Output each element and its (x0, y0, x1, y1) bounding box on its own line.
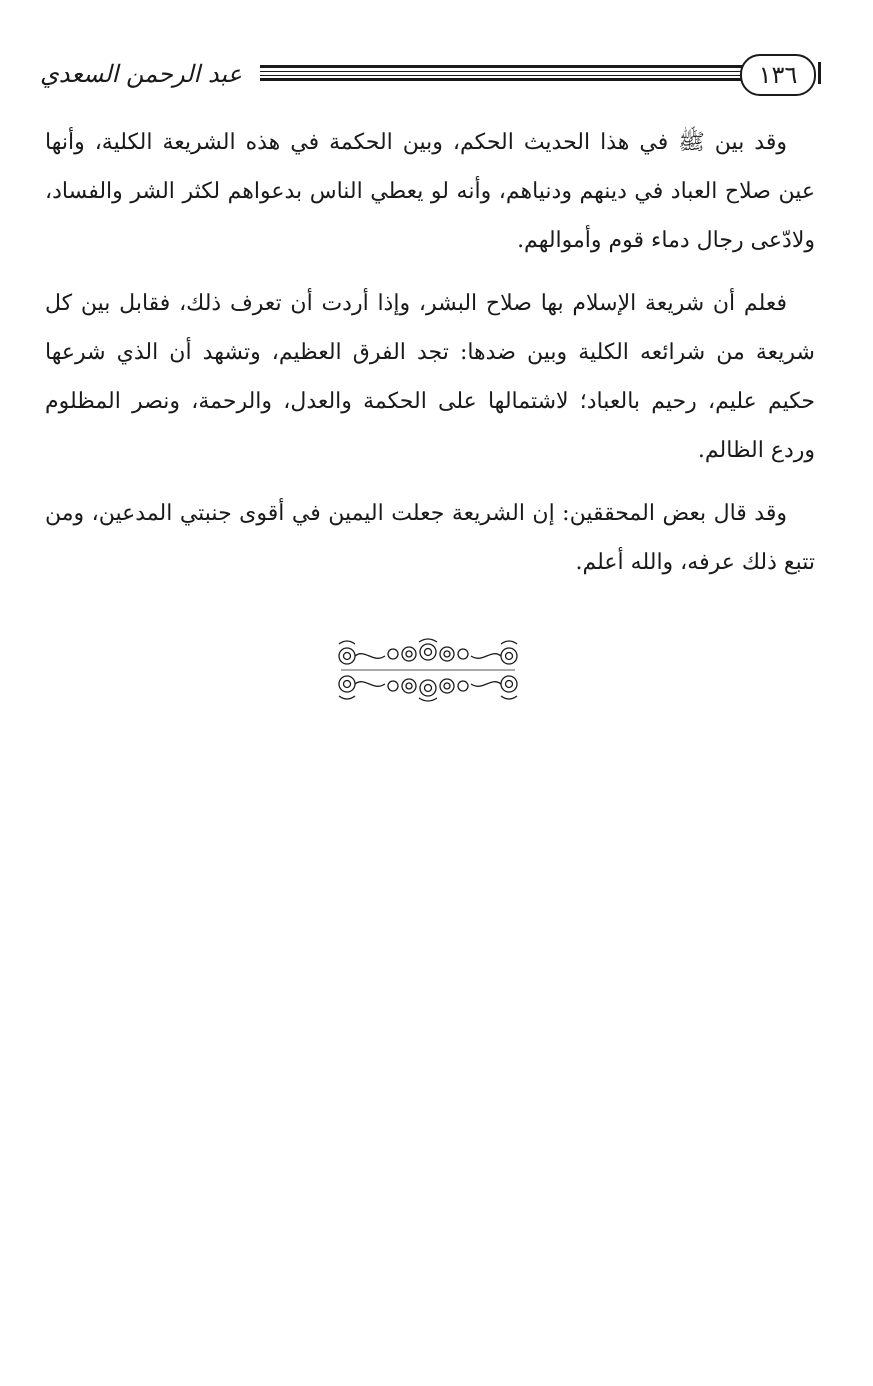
page-body (45, 118, 815, 601)
header-rule-lines (260, 65, 744, 81)
page-header (28, 52, 820, 98)
paragraph-3: وقد قال بعض المحققين: إن الشريعة جعلت اليمين في أقوى جنبتي المدعين، ومن تتبع ذلك عرفه، والله أعلم. (45, 501, 815, 575)
page-number: ١٣٦ (740, 54, 816, 96)
paragraph-1: وقد بين ﷺ في هذا الحديث الحكم، وبين الحكمة في هذه الشريعة الكلية، وأنها عين صلاح العباد في دينهم ودنياهم، وأنه لو يعطي الناس بدعواهم لكثر الشر والفساد، ولادّعى رجال دماء قوم وأموالهم. (45, 130, 815, 253)
running-title: عبد الرحمن السعدي (40, 60, 242, 88)
header-end-mark (818, 62, 826, 84)
section-end-ornament (335, 638, 521, 704)
paragraph-2: فعلم أن شريعة الإسلام بها صلاح البشر، وإذا أردت أن تعرف ذلك، فقابل بين كل شريعة من شرائعه الكلية وبين ضدها: تجد الفرق العظيم، وتشهد أن الذي شرعها حكيم عليم، رحيم بالعباد؛ لاشتمالها على الحكمة والعدل، والرحمة، ونصر المظلوم وردع الظالم. (45, 291, 815, 463)
